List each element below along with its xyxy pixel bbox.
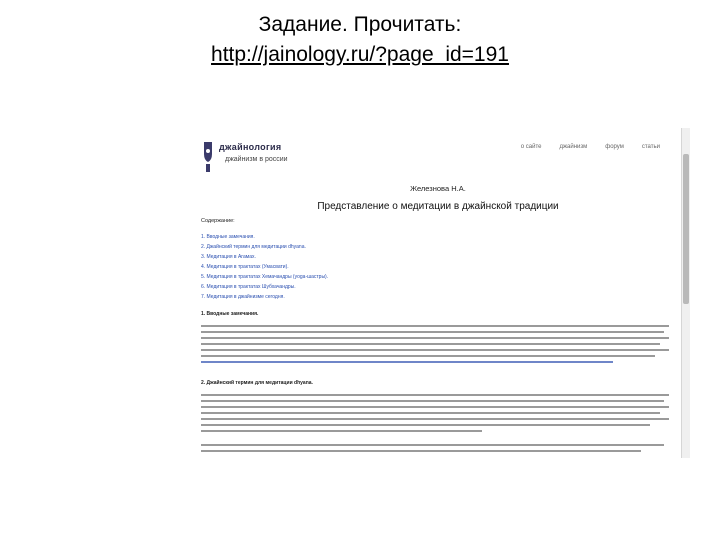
scrollbar[interactable] (681, 128, 690, 458)
toc-item[interactable]: 3. Медитация в Агамах. (201, 254, 256, 260)
nav-item-jainism[interactable]: джайнизм (559, 144, 588, 150)
slide-title-text: Задание. Прочитать: (258, 13, 462, 36)
toc-item[interactable]: 5. Медитация в трактатах Хемачандры (yoga-шастры). (201, 274, 329, 280)
toc-heading: Содержание: (201, 218, 235, 224)
section-2-text (201, 394, 669, 436)
section-heading-1: 1. Вводные замечания. (201, 311, 259, 317)
jain-hand-icon (201, 140, 215, 174)
webpage-screenshot (193, 128, 690, 458)
slide-title (0, 10, 720, 70)
table-of-contents (201, 218, 671, 302)
article-title: Представление о медитации в джайнской традиции (317, 201, 559, 212)
section-heading-2: 2. Джайнский термин для медитации dhyana. (201, 380, 313, 386)
section-1-text (201, 325, 669, 367)
nav-item-about[interactable]: о сайте (520, 144, 542, 150)
nav-item-forum[interactable]: форум (605, 144, 624, 150)
toc-item[interactable]: 2. Джайнский термин для медитации dhyana. (201, 244, 306, 250)
site-logo[interactable] (201, 140, 321, 176)
toc-item[interactable]: 4. Медитация в трактатах (Умасвати). (201, 264, 289, 270)
logo-name: джайнология (219, 142, 282, 152)
article-author: Железнова Н.А. (410, 184, 466, 193)
slide-link[interactable]: http://jainology.ru/?page_id=191 (211, 43, 509, 66)
section-2-text-continued (201, 444, 669, 456)
toc-item[interactable]: 6. Медитация в трактатах Шубхачандры. (201, 284, 296, 290)
site-nav (521, 144, 660, 150)
toc-item[interactable]: 7. Медитация в джайнизме сегодня. (201, 294, 285, 300)
toc-item[interactable]: 1. Вводные замечания. (201, 234, 255, 240)
nav-item-articles[interactable]: статьи (641, 144, 660, 150)
logo-tagline: джайнизм в россии (225, 156, 288, 163)
scrollbar-thumb[interactable] (683, 154, 689, 304)
